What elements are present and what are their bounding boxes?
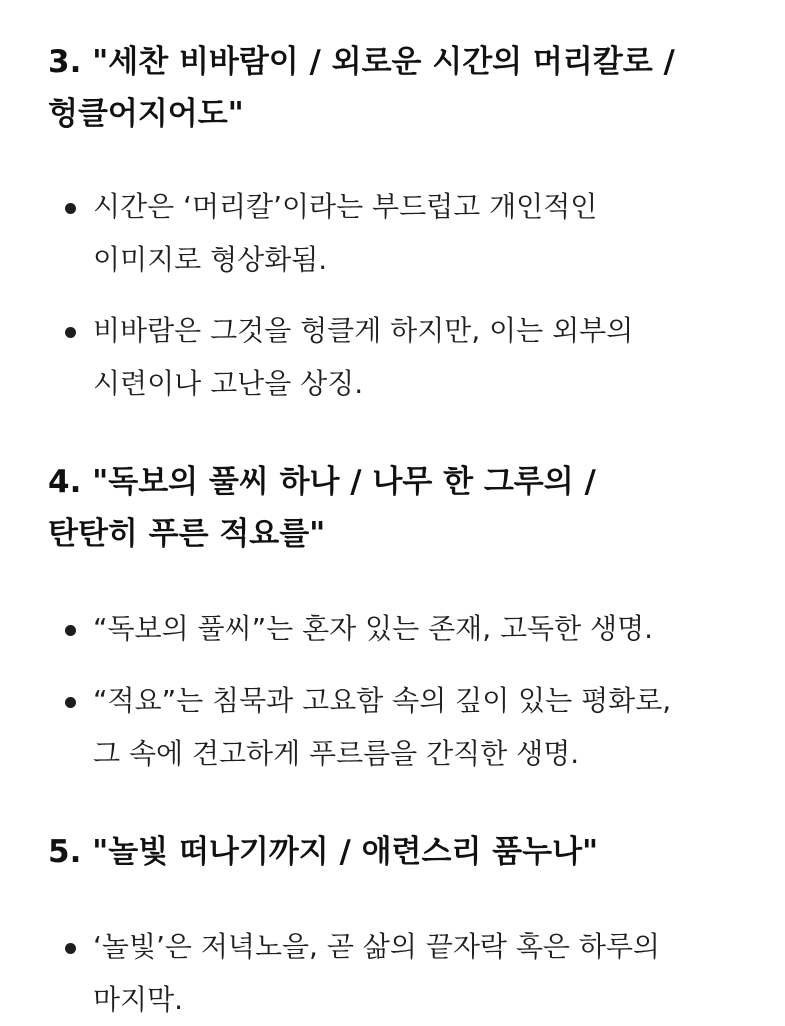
list-item-text	[93, 920, 753, 1026]
section-heading	[48, 456, 748, 560]
list-item-text	[93, 304, 753, 410]
list-item-text	[93, 602, 753, 655]
heading-line: 3. "세찬 비바람이 / 외로운 시간의 머리칼로 /	[48, 44, 675, 80]
bullet-icon	[65, 697, 76, 708]
list-item-line: 시간은 ‘머리칼’이라는 부드럽고 개인적인	[93, 190, 598, 223]
heading-line: 헝클어지어도"	[48, 96, 244, 132]
list-item-line: 비바람은 그것을 헝클게 하지만, 이는 외부의	[93, 314, 634, 347]
bullet-icon	[65, 203, 76, 214]
list-item-text	[93, 674, 753, 780]
bullet-icon	[65, 327, 76, 338]
list-item-line: 시련이나 고난을 상징.	[93, 367, 364, 400]
section-heading	[48, 826, 748, 878]
list-item-line: “적요”는 침묵과 고요함 속의 깊이 있는 평화로,	[93, 684, 672, 717]
list-item-line: 이미지로 형상화됨.	[93, 243, 328, 276]
heading-line: 탄탄히 푸른 적요를"	[48, 516, 326, 552]
bullet-icon	[65, 943, 76, 954]
section-heading	[48, 36, 748, 140]
list-item-line: 마지막.	[93, 983, 184, 1016]
list-item-line: ‘놀빛’은 저녁노을, 곧 삶의 끝자락 혹은 하루의	[93, 930, 660, 963]
heading-line: 5. "놀빛 떠나기까지 / 애련스리 품누나"	[48, 834, 599, 870]
bullet-icon	[65, 625, 76, 636]
heading-line: 4. "독보의 풀씨 하나 / 나무 한 그루의 /	[48, 464, 596, 500]
list-item-line: 그 속에 견고하게 푸르름을 간직한 생명.	[93, 737, 580, 770]
list-item-text	[93, 180, 753, 286]
list-item-line: “독보의 풀씨”는 혼자 있는 존재, 고독한 생명.	[93, 612, 654, 645]
